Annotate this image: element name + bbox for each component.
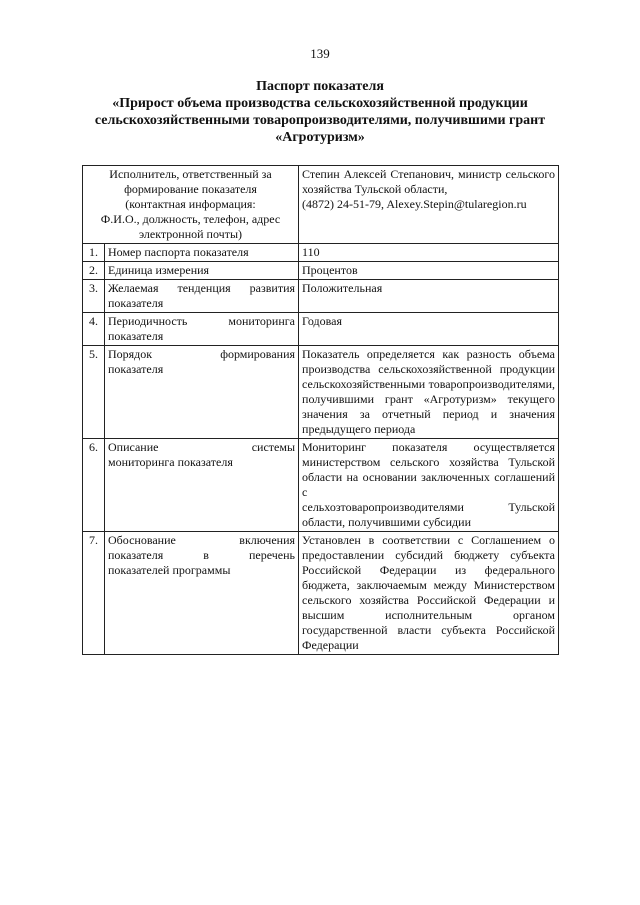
row-value bbox=[299, 262, 559, 280]
row-value bbox=[299, 313, 559, 346]
row-name-line: Единица измерения bbox=[108, 263, 210, 277]
title-line-3: сельскохозяйственными товаропроизводителями, получившими грант bbox=[94, 113, 546, 128]
row-value-line: 110 bbox=[302, 245, 320, 259]
row-value-line: государственной власти субъекта Российской bbox=[302, 623, 555, 637]
row-number: 7. bbox=[83, 532, 105, 655]
row-name-line: мониторинга показателя bbox=[108, 455, 233, 469]
row-name bbox=[105, 439, 299, 532]
executor-label-line: Ф.И.О., должность, телефон, адрес bbox=[100, 212, 281, 226]
row-number: 6. bbox=[83, 439, 105, 532]
row-name bbox=[105, 280, 299, 313]
row-value-line: Российской Федерации из федерального bbox=[302, 563, 555, 577]
row-value-line: производства сельскохозяйственной продукции bbox=[302, 362, 555, 376]
title-line-4: «Агротуризм» bbox=[275, 130, 365, 145]
row-name bbox=[105, 244, 299, 262]
row-value-line: области на основании заключенных соглашений с bbox=[302, 470, 555, 499]
row-value-line: предоставлении субсидий бюджету субъекта bbox=[302, 548, 555, 562]
row-value bbox=[299, 532, 559, 655]
table-row bbox=[83, 346, 559, 439]
row-name-line: Порядок формирования bbox=[108, 347, 296, 361]
row-number: 2. bbox=[83, 262, 105, 280]
row-value-line: Процентов bbox=[302, 263, 358, 277]
row-name bbox=[105, 532, 299, 655]
row-name-line: Обоснование включения bbox=[108, 533, 296, 547]
row-value-line: значения за отчетный период и значения bbox=[302, 407, 555, 421]
row-value-line: министерством сельского хозяйства Тульской bbox=[302, 455, 555, 469]
row-name-line: показателя в перечень bbox=[108, 548, 296, 562]
row-name-line: Номер паспорта показателя bbox=[108, 245, 249, 259]
table-row bbox=[83, 244, 559, 262]
row-value-line: Положительная bbox=[302, 281, 383, 295]
row-value-line: высшим исполнительным органом bbox=[302, 608, 555, 622]
row-value-line: Годовая bbox=[302, 314, 343, 328]
title-line-1: Паспорт показателя bbox=[256, 79, 384, 94]
row-value bbox=[299, 244, 559, 262]
document-title bbox=[70, 78, 570, 146]
table-row bbox=[83, 280, 559, 313]
page-number: 139 bbox=[310, 46, 330, 61]
row-value-line: сельхозтоваропроизводителями Тульской bbox=[302, 500, 555, 514]
row-value bbox=[299, 439, 559, 532]
row-value-line: Федерации bbox=[302, 638, 359, 652]
executor-value-line: (4872) 24-51-79, Alexey.Stepin@tularegion.ru bbox=[302, 197, 527, 211]
row-name-line: показателей программы bbox=[108, 563, 231, 577]
executor-value-line: хозяйства Тульской области, bbox=[302, 182, 448, 196]
row-value-line: Показатель определяется как разность объема bbox=[302, 347, 555, 361]
title-line-2: «Прирост объема производства сельскохозяйственной продукции bbox=[112, 96, 528, 111]
row-value-line: области, получившими субсидии bbox=[302, 515, 471, 529]
row-number: 5. bbox=[83, 346, 105, 439]
table-row-executor bbox=[83, 166, 559, 244]
executor-label-line: (контактная информация: bbox=[125, 197, 256, 211]
table-row bbox=[83, 262, 559, 280]
row-value-line: Мониторинг показателя осуществляется bbox=[302, 440, 555, 454]
row-name-line: Описание системы bbox=[108, 440, 296, 454]
row-value-line: сельского хозяйства Российской Федерации и bbox=[302, 593, 555, 607]
executor-value bbox=[299, 166, 559, 244]
row-value bbox=[299, 280, 559, 313]
row-name-line: Периодичность мониторинга bbox=[108, 314, 296, 328]
row-name bbox=[105, 313, 299, 346]
executor-label-line: электронной почты) bbox=[138, 227, 243, 241]
row-value-line: предыдущего периода bbox=[302, 422, 416, 436]
table-row bbox=[83, 313, 559, 346]
row-name-line: Желаемая тенденция развития bbox=[108, 281, 296, 295]
executor-label-line: Исполнитель, ответственный за bbox=[109, 167, 272, 181]
row-number: 1. bbox=[83, 244, 105, 262]
row-value bbox=[299, 346, 559, 439]
row-value-line: бюджета, заключаемым между Министерством bbox=[302, 578, 555, 592]
row-number: 4. bbox=[83, 313, 105, 346]
row-number: 3. bbox=[83, 280, 105, 313]
row-value-line: Установлен в соответствии с Соглашением о bbox=[302, 533, 555, 547]
passport-table bbox=[82, 165, 559, 655]
row-name bbox=[105, 262, 299, 280]
row-value-line: получившими грант «Агротуризм» текущего bbox=[302, 392, 555, 406]
row-value-line: сельскохозяйственными товаропроизводителями, bbox=[302, 377, 555, 391]
row-name-line: показателя bbox=[108, 329, 164, 343]
table-row bbox=[83, 439, 559, 532]
row-name-line: показателя bbox=[108, 362, 164, 376]
executor-label-line: формирование показателя bbox=[124, 182, 257, 196]
executor-value-line: Степин Алексей Степанович, министр сельского bbox=[302, 167, 555, 181]
row-name-line: показателя bbox=[108, 296, 164, 310]
table-row bbox=[83, 532, 559, 655]
executor-label bbox=[83, 166, 299, 244]
row-name bbox=[105, 346, 299, 439]
